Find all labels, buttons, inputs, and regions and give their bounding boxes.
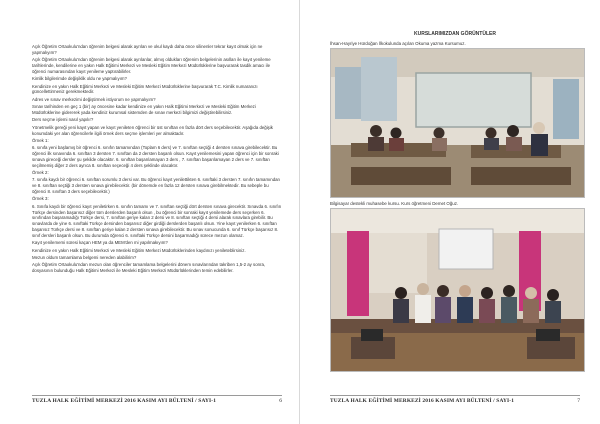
footer-title: TUZLA HALK EĞİTİMİ MERKEZİ 2016 KASIM AYI BÜLTENİ / SAYI-1 (32, 397, 217, 404)
photo-caption-literacy: İhsan-Hayriye Hürdoğan İlkokulunda açılan Okuma yazma Kursumuz. (330, 41, 466, 46)
example-text: 6. sınıfa yeni başlamış bir öğrenci 6. sınıfın tamamından (Toplam 6 ders) ve 7. sınıftan seçtiği 4 dersten sınava girebilecektir. Bu öğrenci ilk sınavında 6. sınıftan 3 dersten 7. sınıftan da 2 dersten başarılı olsun. Kayıt yenilemesini yapan öğrenci için bir sonraki sınava gireceği dersler şu şekilde olacaktır. 6. sınıftan başarılamayan 3 ders , 7. sınıftan başarılamayan 2 ders ve 7. sınıftan seçilmemiş diğer 2 ders ayrıca 8. sınıftan seçeceği 4 ders şeklinde olacaktır. (32, 145, 279, 168)
right-page (300, 0, 600, 424)
faq-question: Açık Öğretim Ortaokulu'ndan öğrenim belgesi alarak ayrılan ve okul kaydı daha önce silinenler tekrar kayıt olmak için ne yapmalıyım? (32, 44, 263, 55)
faq-question: Kimlik bilgilerimde değişiklik oldu ne yapmalıyım? (32, 76, 127, 82)
faq-answer: Kendinize en yakın Halk Eğitimi Merkezi ve Mesleki Eğitim Merkezi Müdürlüklerinden kaydınızı yenileteblirsiniz. (32, 247, 246, 253)
faq-answer: Sınav tarihinden en geç 1 (bir) ay öncesine kadar kendinize en yakın Halk Eğitimi Merkezi ve Mesleki Eğitim Merkezi Müdürlüklerine gidererek yada kendiniz kurumsal sistemden de sınav merkezi bilgimizi değiştirebilirsiniz. (32, 104, 256, 115)
faq-answer: Yönetmelik gereği yeni kayıt yapan ve kayıt yenileten öğrenci bir üst sınıftan en fazla dört ders seçebilecektir. Aşağıda değişik konumdaki yer alan öğrencilerle ilgili örnek ders seçme işlemleri yer almaktadır. (32, 124, 273, 136)
faq-question: Kayıt yenilememi süresi kaçan HEM ya da MEM'den mi yapılmakıyım? (32, 240, 168, 246)
faq-question: Ders seçme işlemi nasıl yapılır? (32, 117, 94, 123)
left-footer (32, 395, 282, 406)
faq-answer: Açık Öğretim Ortaokulu'ndan mezun olan öğrenciler tamamlama belgelerini dönem sınavlarından takriben 1,5-2 ay sonra, dosyasının bulunduğu Halk Eğitimi Merkezi ile Mesleki Eğitim Merkezi Müdürlüklerinden temin edebilirler. (32, 262, 266, 274)
section-heading: KURSLARIMIZDAN GÖRÜNTÜLER (414, 31, 496, 37)
faq-text-column (32, 44, 282, 374)
faq-answer: Açık Öğretim Ortaokulu'ndan öğrenim belgesi alarak ayrılanlar, almış oldukları öğrenim belgelerinin asılları ile kayıt yenileme tarihlerinde, kendilerine en yakın Halk Eğitimi Merkezi ve Mesleki Eğitim Merkezi Müdürlüklerine başvurarak tasdik amacı ile öğrenci numarasından kayıt yenileme yaptırabilirler. (32, 57, 271, 74)
faq-question: Adres ve sınav merkezimi değiştirmek istiyorum ne yapmalıyım? (32, 96, 156, 102)
footer-title: TUZLA HALK EĞİTİMİ MERKEZİ 2016 KASIM AYI BÜLTENİ / SAYI-1 (330, 397, 515, 404)
page-number: 7 (577, 397, 580, 404)
classroom-photo-1 (331, 49, 584, 197)
example-heading: Örnek 2: (32, 170, 49, 176)
right-footer (330, 395, 580, 406)
example-text: 6. Sınıfa kaydı bir öğrenci kayıt yeniletirken 6. sınıfın tamamı ve 7. sınıftan seçtiği dört dersten sınava girecektir. Sınavda 6. sınıfın Türkçe dersinden başarısız diğer tüm derslerden başarılı olsun , bu öğrenci bir sonraki kayıt yenilemede ders seçerken 6. sınıfından başaramadığı Türkçe dersi, 7. sınıftan geriye kalan 2 dersi ve 8. sınıftan seçtiği 4 dersi alarak sınavlara girebilir. Bu sınavlarda de yine 6. sınıftaki Türkçe dersinden başarısız diğer girdiği derslerden başarılı olsun. Yine kayıt yenilerken 6. sınıftan başarısız Türkçe dersi ve 8. sınıftan geriye kalan 2 dersten sınava girebilecektir. Bu sınav sonucunda 6. sınıf Türkçe başarısız 8. sınıf dersleri başarılı olsun. Bu durumda öğrenci 6. sınıftaki Türkçe dersini başarmadığı sürece mezun olamaz. (32, 203, 282, 238)
example-text: 7. sınıfa kaydı bir öğrenci 6. sınıftan sorumlu 3 dersi var. Bu öğrenci kayıt yenilettikten 6. sınıftaki 3 dersten 7. sınıfın tamamından ve 8. sınıftan seçtiği 3 dersten sınava girebilecektir. (bir dönemde en fazla 12 dersten sınava girebilmektedir. Bu sebeple bu öğrenci 8. sınıftan 3 ders seçebilecektir.) (32, 177, 280, 195)
literacy-course-photo (330, 48, 585, 198)
example-heading: Örnek 3: (32, 196, 49, 202)
faq-question: Mezun oldum tamamlama belgemi nereden alabilirim? (32, 255, 137, 260)
example-heading: Örnek 1: (32, 137, 49, 143)
photo-caption-accounting: Bilgisayar destekli muhasebe kursu. Kurs öğretmeni Demet Oğuz. (330, 201, 459, 206)
classroom-photo-2 (331, 209, 584, 371)
faq-answer: Kendinize en yakın Halk Eğitimi Merkezi ve Mesleki Eğitim Merkezi Müdürlüklerine başvurarak T.C. Kimlik numaranızı güncellettirmeniz gerekmektedir. (32, 83, 258, 95)
page-number: 6 (279, 397, 282, 404)
accounting-course-photo (330, 208, 585, 372)
